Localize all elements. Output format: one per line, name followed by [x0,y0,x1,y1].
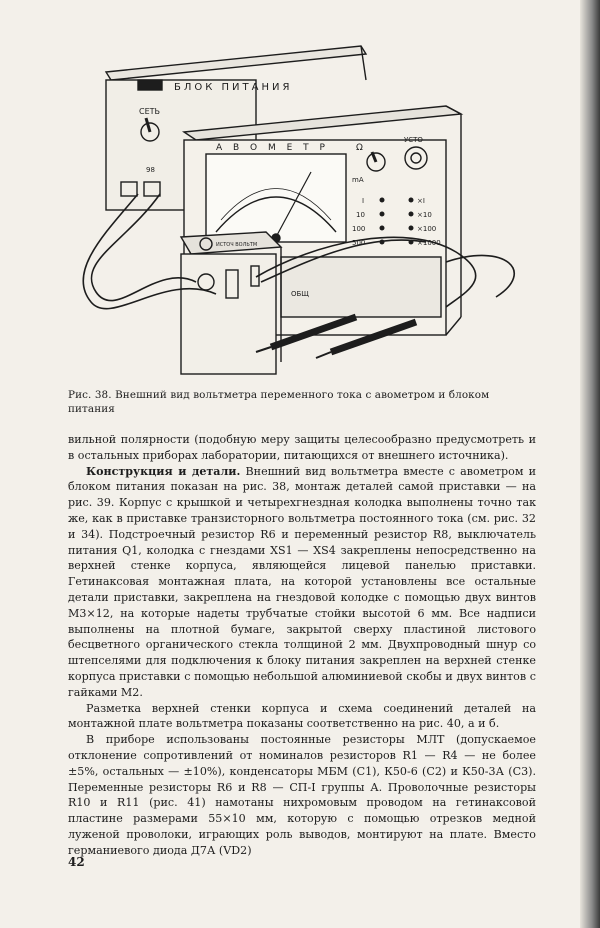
probe-box-label: ИСТОЧ ВОЛЬТМ [216,242,258,248]
figure-38-illustration [66,32,536,388]
psu-number: 98 [146,166,155,174]
meter-label: А В О М Е Т Р [216,143,329,153]
psu-switch-label: СЕТЬ [139,107,161,116]
meter-ohm-symbol: Ω [356,143,363,153]
page-binding-edge [580,0,600,928]
range-left-2: 10 [356,211,365,219]
psu-label: БЛОК ПИТАНИЯ [174,82,293,93]
range-left-1: I [362,197,365,205]
paragraph-continuation: вильной полярности (подобную меру защиты целесообразно предусмотреть и в остальных приборах лаборатории, питающихся от внешнего источника). [68,433,536,462]
figure-caption: Рис. 38. Внешний вид вольтметра переменного тока с авометром и блоком питания [68,389,490,415]
range-right-3: ×100 [417,225,437,233]
main-text [68,432,536,859]
range-right-4: ×1000 [417,239,441,247]
paragraph-layout: Разметка верхней стенки корпуса и схема соединений деталей на монтажной плате вольтметра показаны соответственно на рис. 40, а и б. [68,701,536,731]
range-left-4: 500 [352,239,366,247]
range-right-2: ×10 [417,211,432,219]
meter-ucto-label: УСТО [404,136,423,144]
paragraph-construction-text: Внешний вид вольтметра вместе с авометром и блоком питания показан на рис. 38, монтаж деталей самой приставки — на рис. 39. Корпус с крышкой и четырехгнездная колодка выполнены точно так же, как в приставке транзисторного вольтметра постоянного тока (см. рис. 32 и 34). Подстроечный резистор R6 и переменный резистор R8, выключатель питания Q1, колодка с гнездами XS1 — XS4 закреплены непосредственно на верхней стенке корпуса, являющейся лицевой панелью приставки. Гетинаксовая монтажная плата, на которой установлены все остальные детали приставки, закреплена на гнездовой колодке с помощью двух винтов М3×12, на которые надеты трубчатые стойки высотой 6 мм. Все надписи выполнены на плотной бумаге, закрытой сверху пластиной листового бесцветного органического стекла толщиной 2 мм. Двухпроводный шнур со штепселями для подключения к блоку питания закреплен на верхней стенке корпуса приставки с помощью небольшой алюминиевой скобы и двух винтов с гайками М2. [68,464,537,699]
range-right-1: ×I [417,197,425,205]
voltmeter-attachment [181,232,281,374]
paragraph-construction [68,464,536,701]
range-left-3: 100 [352,225,366,233]
paragraph-components: В приборе использованы постоянные резисторы МЛТ (допускаемое отклонение сопротивлений от номиналов резисторов R1 — R4 — не более ±5%, остальных — ±10%), конденсаторы МБМ (С1), К50-6 (С2) и К50-3А (С3). Переменные резисторы R6 и R8 — СП-I группы А. Проволочные резисторы R10 и R11 (рис. 41) намотаны нихромовым проводом на гетинаксовой пластине размерами 55×10 мм, которую с помощью отрезков медной луженой проволоки, играющих роль выводов, монтируют на плате. Вместо германиевого диода Д7А (VD2) [68,733,536,857]
meter-common-label: ОБЩ [291,290,309,298]
meter-ma-label: mA [352,176,364,184]
page-number: 42 [68,855,85,869]
run-in-heading: Конструкция и детали. [86,464,241,478]
instrument-drawing [66,32,536,388]
